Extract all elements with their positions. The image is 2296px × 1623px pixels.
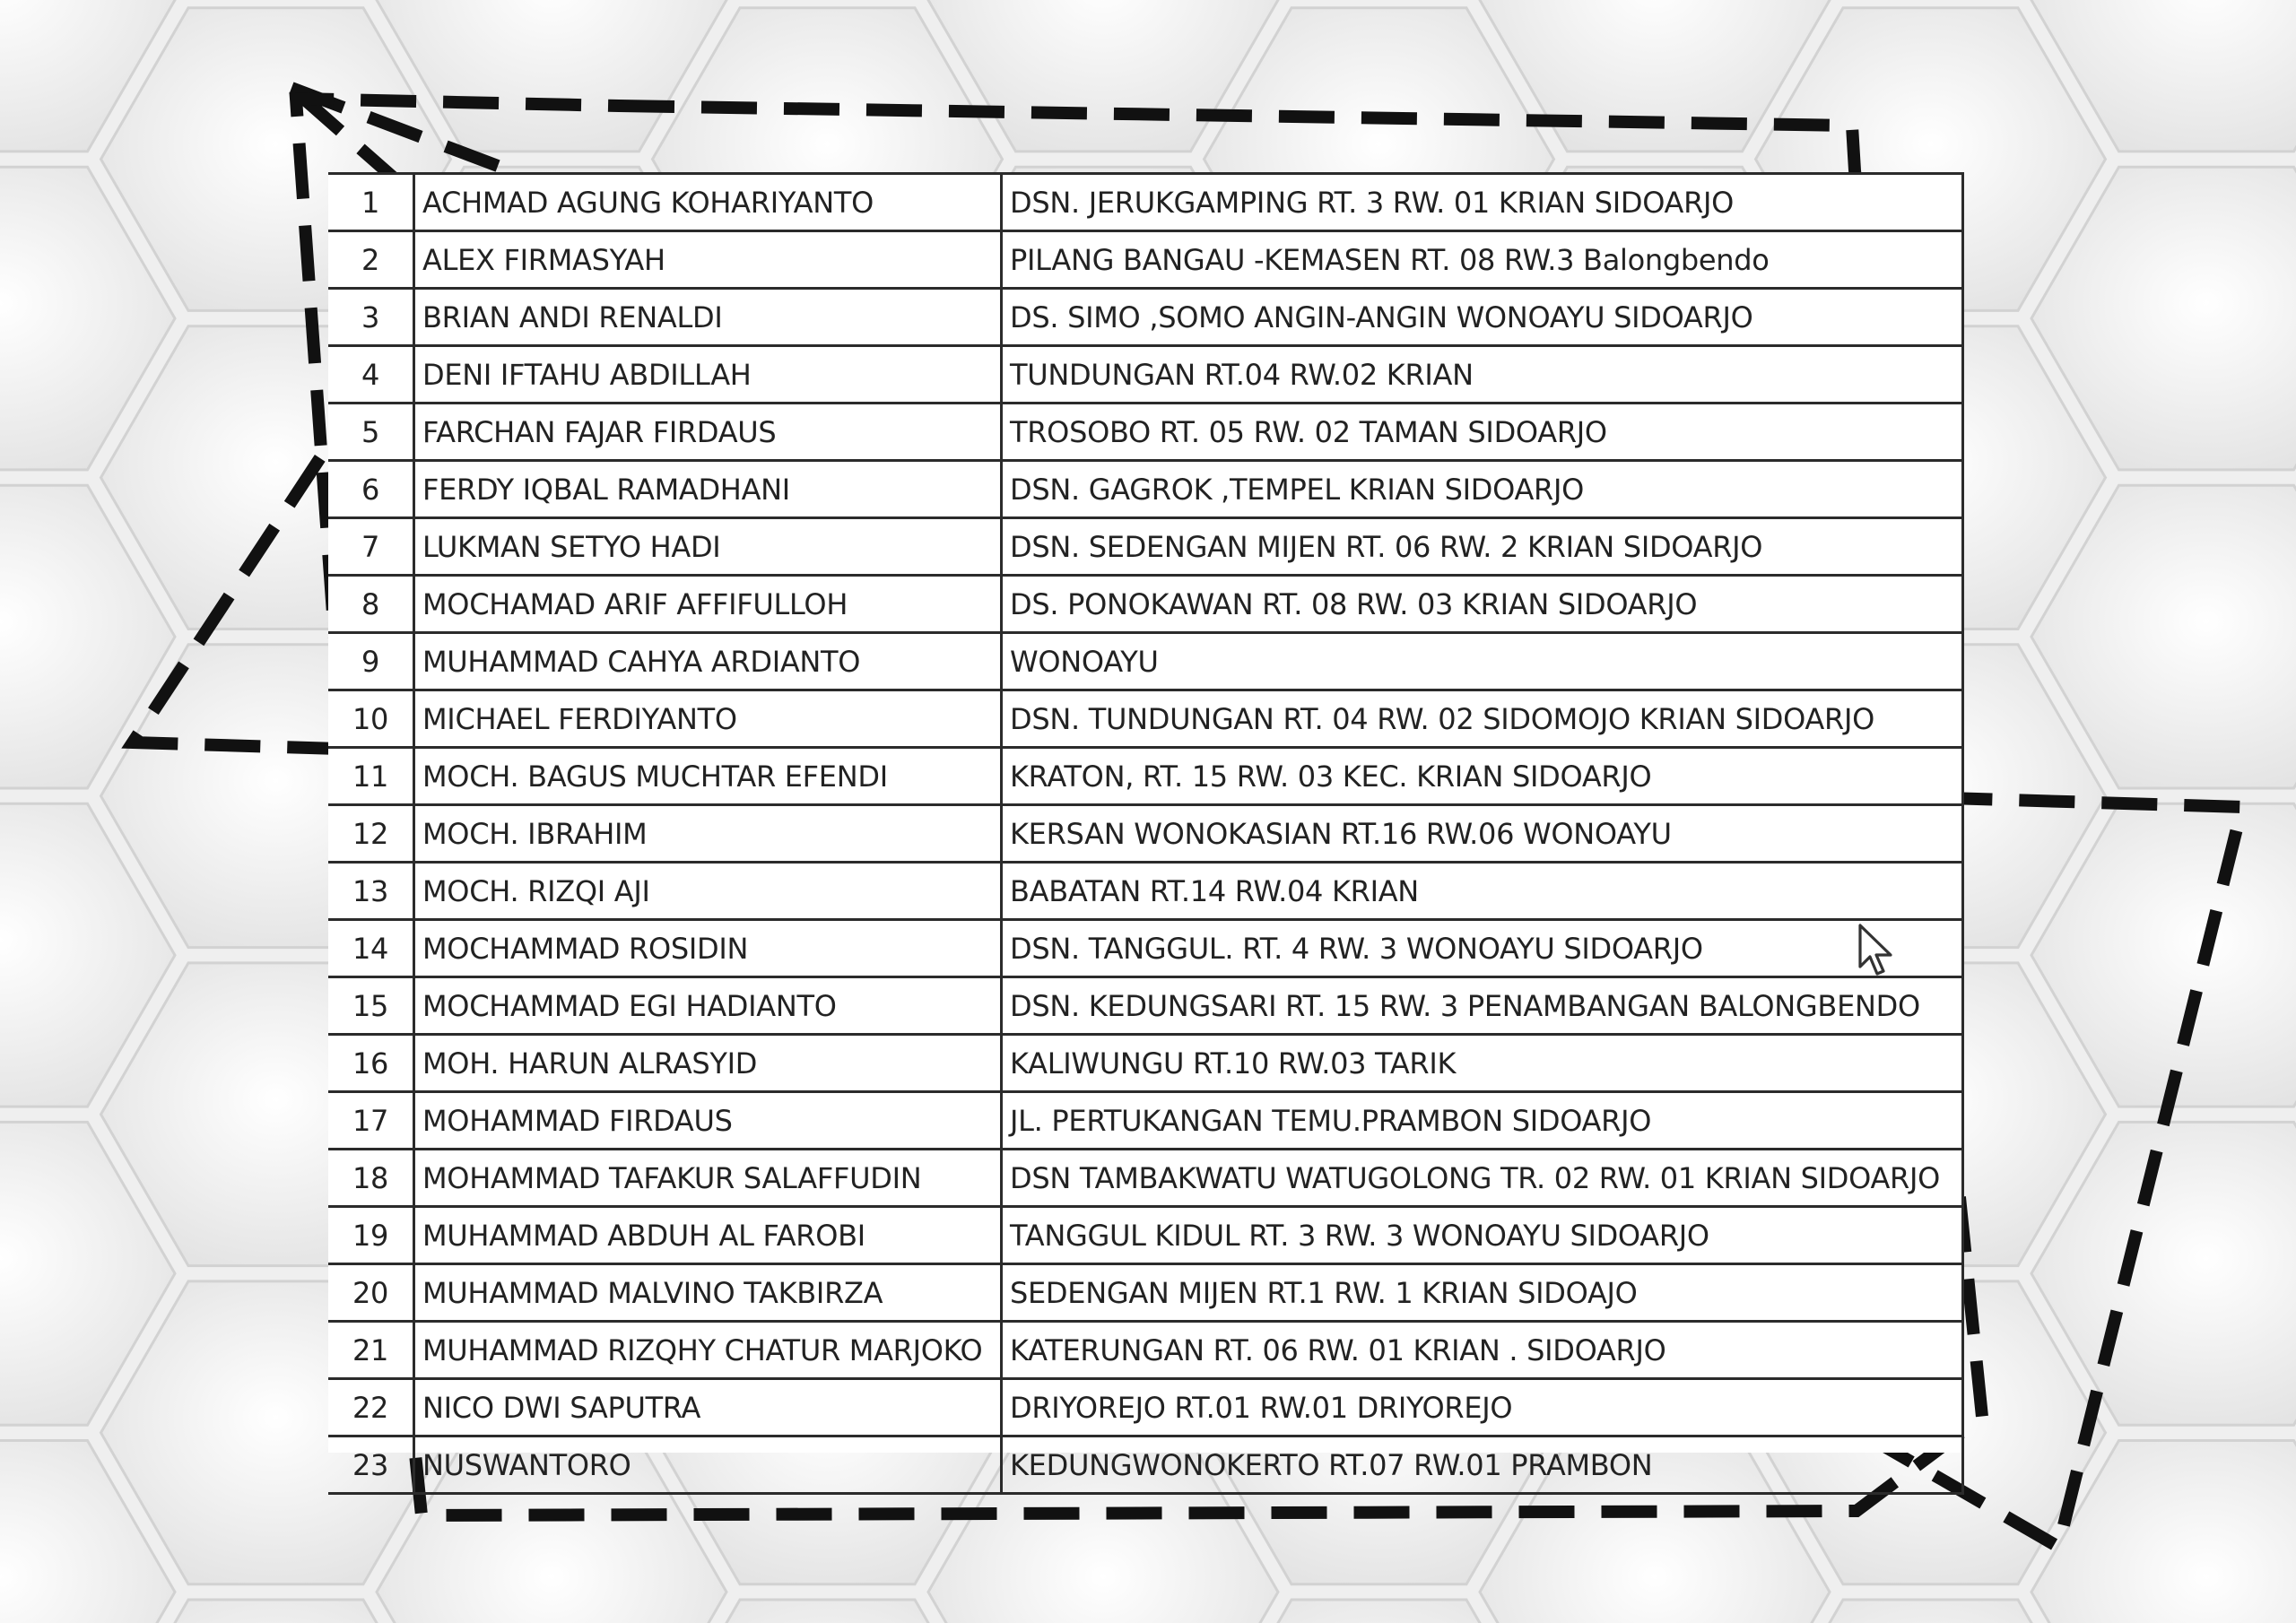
data-table (328, 172, 1964, 1495)
row-number-cell: 13 (328, 863, 414, 920)
row-number-cell: 3 (328, 289, 414, 346)
name-cell: MOHAMMAD TAFAKUR SALAFFUDIN (414, 1150, 1002, 1207)
table-row (328, 977, 1963, 1035)
row-number-cell: 18 (328, 1150, 414, 1207)
row-number-cell: 16 (328, 1035, 414, 1092)
name-cell: MOHAMMAD FIRDAUS (414, 1092, 1002, 1150)
address-cell: DS. SIMO ,SOMO ANGIN-ANGIN WONOAYU SIDOARJO (1002, 289, 1963, 346)
name-cell: MOCHAMAD ARIF AFFIFULLOH (414, 576, 1002, 633)
table-row (328, 404, 1963, 461)
address-cell: DSN. JERUKGAMPING RT. 3 RW. 01 KRIAN SIDOARJO (1002, 174, 1963, 231)
mouse-pointer-icon (1858, 924, 1898, 981)
table-row (328, 461, 1963, 518)
row-number-cell: 4 (328, 346, 414, 404)
row-number-cell: 17 (328, 1092, 414, 1150)
table-row (328, 1035, 1963, 1092)
table-row (328, 289, 1963, 346)
address-cell: DSN. TUNDUNGAN RT. 04 RW. 02 SIDOMOJO KRIAN SIDOARJO (1002, 690, 1963, 748)
address-cell: DSN. GAGROK ,TEMPEL KRIAN SIDOARJO (1002, 461, 1963, 518)
table-row (328, 1379, 1963, 1436)
name-cell: DENI IFTAHU ABDILLAH (414, 346, 1002, 404)
row-number-cell: 21 (328, 1322, 414, 1379)
name-cell: MUHAMMAD MALVINO TAKBIRZA (414, 1264, 1002, 1322)
address-cell: DSN. KEDUNGSARI RT. 15 RW. 3 PENAMBANGAN BALONGBENDO (1002, 977, 1963, 1035)
address-cell: KERSAN WONOKASIAN RT.16 RW.06 WONOAYU (1002, 805, 1963, 863)
name-cell: FERDY IQBAL RAMADHANI (414, 461, 1002, 518)
table-row (328, 1264, 1963, 1322)
name-cell: MICHAEL FERDIYANTO (414, 690, 1002, 748)
row-number-cell: 19 (328, 1207, 414, 1264)
name-cell: MOCH. BAGUS MUCHTAR EFENDI (414, 748, 1002, 805)
row-number-cell: 12 (328, 805, 414, 863)
name-cell: NICO DWI SAPUTRA (414, 1379, 1002, 1436)
name-cell: MOCH. RIZQI AJI (414, 863, 1002, 920)
address-cell: TANGGUL KIDUL RT. 3 RW. 3 WONOAYU SIDOARJO (1002, 1207, 1963, 1264)
row-number-cell: 10 (328, 690, 414, 748)
address-cell: DSN TAMBAKWATU WATUGOLONG TR. 02 RW. 01 KRIAN SIDOARJO (1002, 1150, 1963, 1207)
name-cell: NUSWANTORO (414, 1436, 1002, 1494)
address-cell: KRATON, RT. 15 RW. 03 KEC. KRIAN SIDOARJO (1002, 748, 1963, 805)
table-row (328, 231, 1963, 289)
address-cell: DS. PONOKAWAN RT. 08 RW. 03 KRIAN SIDOARJO (1002, 576, 1963, 633)
row-number-cell: 8 (328, 576, 414, 633)
table-row (328, 748, 1963, 805)
address-cell: KATERUNGAN RT. 06 RW. 01 KRIAN . SIDOARJO (1002, 1322, 1963, 1379)
row-number-cell: 15 (328, 977, 414, 1035)
address-cell: TUNDUNGAN RT.04 RW.02 KRIAN (1002, 346, 1963, 404)
name-cell: LUKMAN SETYO HADI (414, 518, 1002, 576)
name-cell: MOCHAMMAD ROSIDIN (414, 920, 1002, 977)
table-row (328, 1150, 1963, 1207)
name-cell: ACHMAD AGUNG KOHARIYANTO (414, 174, 1002, 231)
address-cell: KALIWUNGU RT.10 RW.03 TARIK (1002, 1035, 1963, 1092)
row-number-cell: 20 (328, 1264, 414, 1322)
spreadsheet-table (328, 172, 1964, 1482)
row-number-cell: 5 (328, 404, 414, 461)
name-cell: MOH. HARUN ALRASYID (414, 1035, 1002, 1092)
address-cell: WONOAYU (1002, 633, 1963, 690)
name-cell: MUHAMMAD RIZQHY CHATUR MARJOKO (414, 1322, 1002, 1379)
name-cell: MUHAMMAD ABDUH AL FAROBI (414, 1207, 1002, 1264)
name-cell: ALEX FIRMASYAH (414, 231, 1002, 289)
table-row (328, 576, 1963, 633)
table-row (328, 920, 1963, 977)
address-cell: SEDENGAN MIJEN RT.1 RW. 1 KRIAN SIDOAJO (1002, 1264, 1963, 1322)
table-row (328, 690, 1963, 748)
address-cell: TROSOBO RT. 05 RW. 02 TAMAN SIDOARJO (1002, 404, 1963, 461)
address-cell: KEDUNGWONOKERTO RT.07 RW.01 PRAMBON (1002, 1436, 1963, 1494)
table-row (328, 1207, 1963, 1264)
row-number-cell: 7 (328, 518, 414, 576)
name-cell: MOCH. IBRAHIM (414, 805, 1002, 863)
table-row (328, 174, 1963, 231)
table-row (328, 805, 1963, 863)
row-number-cell: 23 (328, 1436, 414, 1494)
row-number-cell: 2 (328, 231, 414, 289)
name-cell: FARCHAN FAJAR FIRDAUS (414, 404, 1002, 461)
table-row (328, 863, 1963, 920)
row-number-cell: 11 (328, 748, 414, 805)
table-row (328, 1092, 1963, 1150)
table-row (328, 1436, 1963, 1494)
table-row (328, 633, 1963, 690)
name-cell: MUHAMMAD CAHYA ARDIANTO (414, 633, 1002, 690)
address-cell: BABATAN RT.14 RW.04 KRIAN (1002, 863, 1963, 920)
address-cell: PILANG BANGAU -KEMASEN RT. 08 RW.3 Balongbendo (1002, 231, 1963, 289)
row-number-cell: 6 (328, 461, 414, 518)
row-number-cell: 14 (328, 920, 414, 977)
address-cell: DSN. SEDENGAN MIJEN RT. 06 RW. 2 KRIAN SIDOARJO (1002, 518, 1963, 576)
address-cell: DSN. TANGGUL. RT. 4 RW. 3 WONOAYU SIDOARJO (1002, 920, 1963, 977)
name-cell: BRIAN ANDI RENALDI (414, 289, 1002, 346)
name-cell: MOCHAMMAD EGI HADIANTO (414, 977, 1002, 1035)
address-cell: JL. PERTUKANGAN TEMU.PRAMBON SIDOARJO (1002, 1092, 1963, 1150)
address-cell: DRIYOREJO RT.01 RW.01 DRIYOREJO (1002, 1379, 1963, 1436)
row-number-cell: 22 (328, 1379, 414, 1436)
row-number-cell: 9 (328, 633, 414, 690)
row-number-cell: 1 (328, 174, 414, 231)
table-row (328, 518, 1963, 576)
table-row (328, 346, 1963, 404)
table-row (328, 1322, 1963, 1379)
